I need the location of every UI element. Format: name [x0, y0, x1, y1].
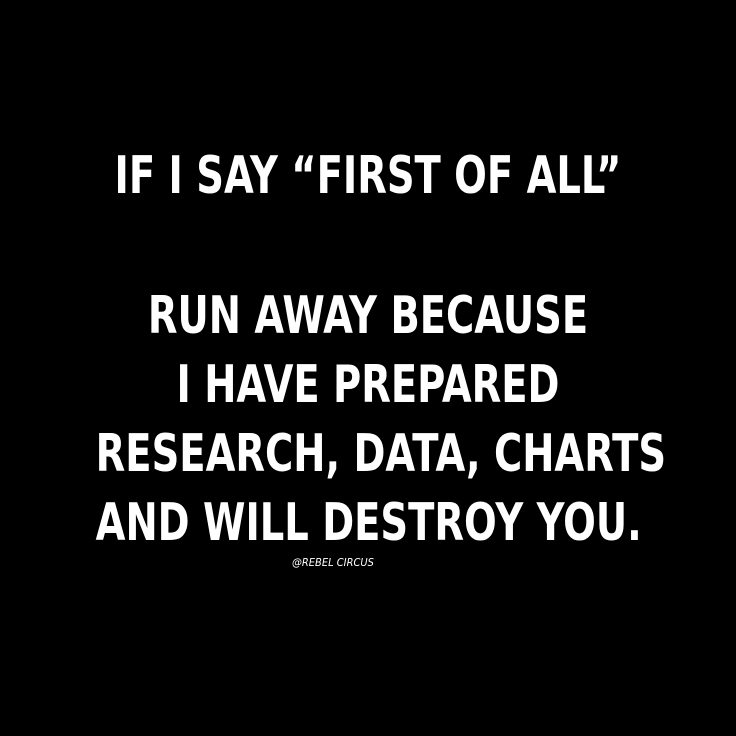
- quote-line-1: IF I SAY “FIRST OF ALL”: [114, 146, 622, 206]
- watermark-credit: @REBEL CIRCUS: [292, 556, 374, 569]
- quote-line-5: AND WILL DESTROY YOU.: [95, 493, 642, 553]
- quote-line-4: RESEARCH, DATA, CHARTS: [95, 424, 667, 484]
- quote-line-2: RUN AWAY BECAUSE: [147, 286, 589, 346]
- quote-line-3: I HAVE PREPARED: [176, 355, 560, 415]
